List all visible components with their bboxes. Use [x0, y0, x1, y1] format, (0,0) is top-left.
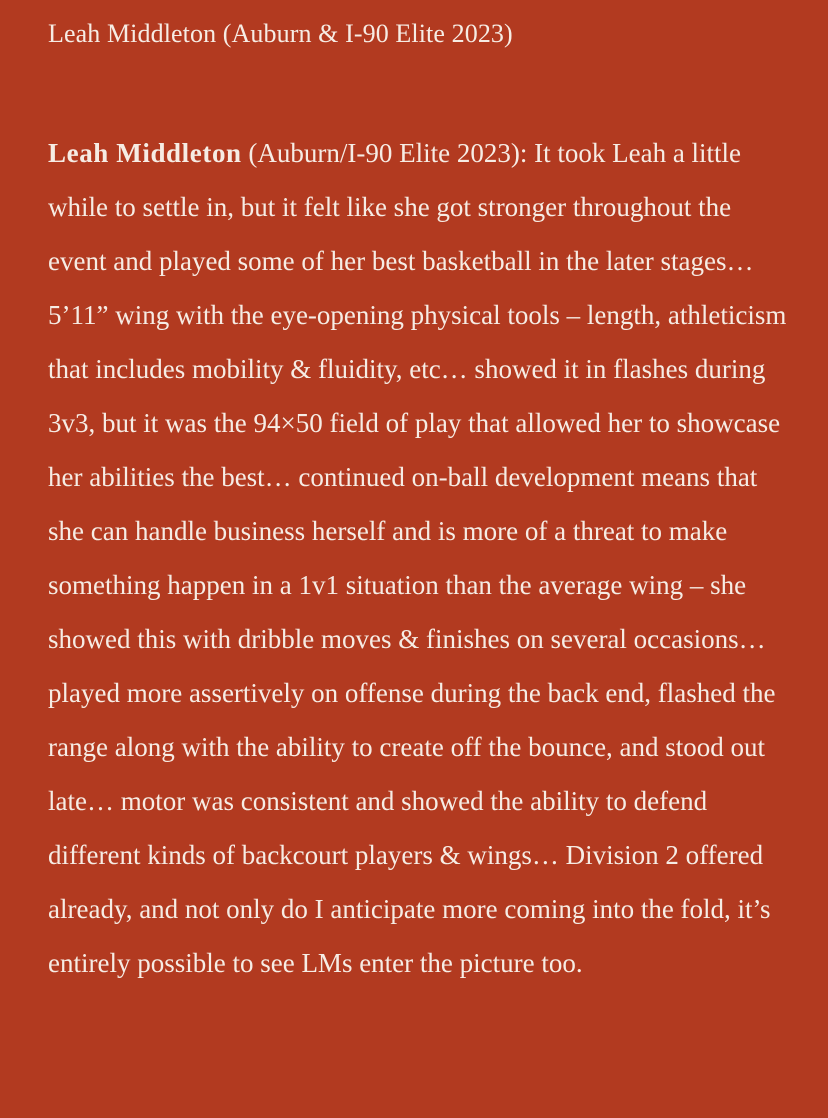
report-paragraph — [48, 126, 788, 990]
report-body: (Auburn/I-90 Elite 2023): It took Leah a little while to settle in, but it felt like she got stronger throughout the event and played some of her best basketball in the later stages… 5’11” wing with the eye-opening physical tools – length, athleticism that includes mobility & fluidity, etc… showed it in flashes during 3v3, but it was the 94×50 field of play that allowed her to showcase her abilities the best… continued on-ball development means that she can handle business herself and is more of a threat to make something happen in a 1v1 situation than the average wing – she showed this with dribble moves & finishes on several occasions… played more assertively on offense during the back end, flashed the range along with the ability to create off the bounce, and stood out late… motor was consistent and showed the ability to defend different kinds of backcourt players & wings… Division 2 offered already, and not only do I anticipate more coming into the fold, it’s entirely possible to see LMs enter the picture too. — [48, 138, 787, 978]
page-title: Leah Middleton (Auburn & I-90 Elite 2023) — [48, 19, 513, 48]
player-name: Leah Middleton — [48, 138, 242, 168]
